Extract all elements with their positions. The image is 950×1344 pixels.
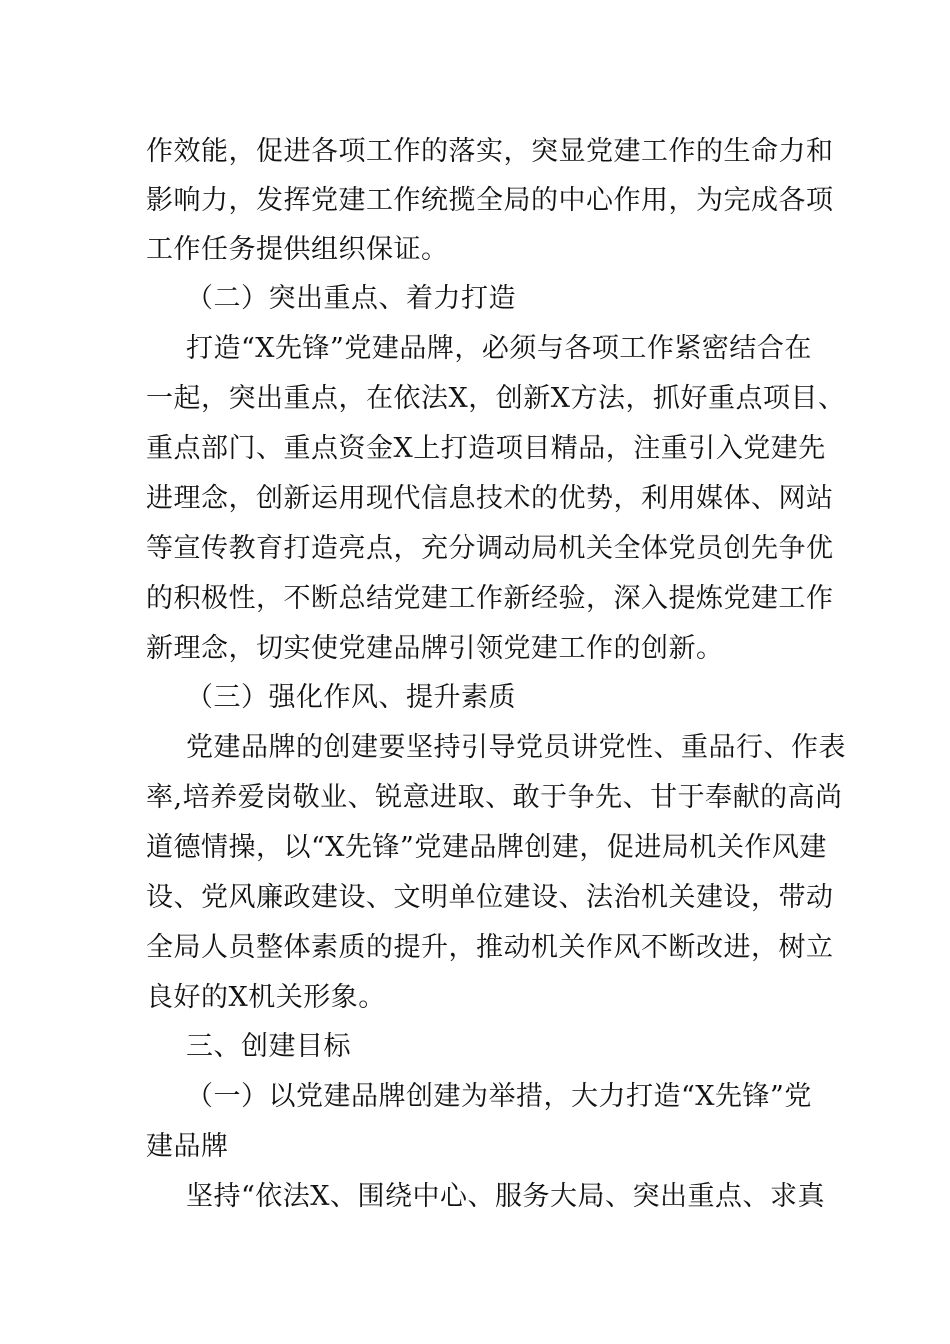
body-text-line: 工作任务提供组织保证。	[146, 234, 449, 265]
subsection-heading: 建品牌	[146, 1131, 229, 1162]
section-heading: （二）突出重点、着力打造	[186, 283, 516, 314]
section-heading: （三）强化作风、提升素质	[186, 682, 516, 713]
body-text-line: 道德情操，以“X先锋”党建品牌创建，促进局机关作风建	[146, 832, 827, 863]
body-text-line: 坚持“依法X、围绕中心、服务大局、突出重点、求真	[186, 1181, 826, 1212]
body-text-line: 等宣传教育打造亮点，充分调动局机关全体党员创先争优	[146, 533, 834, 564]
body-text-line: 设、党风廉政建设、文明单位建设、法治机关建设，带动	[146, 882, 834, 913]
body-text-line: 重点部门、重点资金X上打造项目精品，注重引入党建先	[146, 433, 826, 464]
body-text-line: 作效能，促进各项工作的落实，突显党建工作的生命力和	[146, 136, 834, 167]
body-text-line: 影响力，发挥党建工作统揽全局的中心作用，为完成各项	[146, 185, 834, 216]
body-text-line: 良好的X机关形象。	[146, 982, 386, 1013]
subsection-heading: （一）以党建品牌创建为举措，大力打造“X先锋”党	[186, 1081, 812, 1112]
body-text-line: 一起，突出重点，在依法X，创新X方法，抓好重点项目、	[146, 383, 846, 414]
body-text-line: 进理念，创新运用现代信息技术的优势，利用媒体、网站	[146, 483, 834, 514]
body-text-line: 全局人员整体素质的提升，推动机关作风不断改进，树立	[146, 932, 834, 963]
body-text-line: 党建品牌的创建要坚持引导党员讲党性、重品行、作表	[186, 732, 846, 763]
body-text-line: 率,培养爱岗敬业、锐意进取、敢于争先、甘于奉献的高尚	[146, 782, 843, 813]
body-text-line: 的积极性，不断总结党建工作新经验，深入提炼党建工作	[146, 583, 834, 614]
body-text-line: 新理念，切实使党建品牌引领党建工作的创新。	[146, 633, 724, 664]
section-heading: 三、创建目标	[186, 1031, 351, 1062]
body-text-line: 打造“X先锋”党建品牌，必须与各项工作紧密结合在	[186, 333, 812, 364]
